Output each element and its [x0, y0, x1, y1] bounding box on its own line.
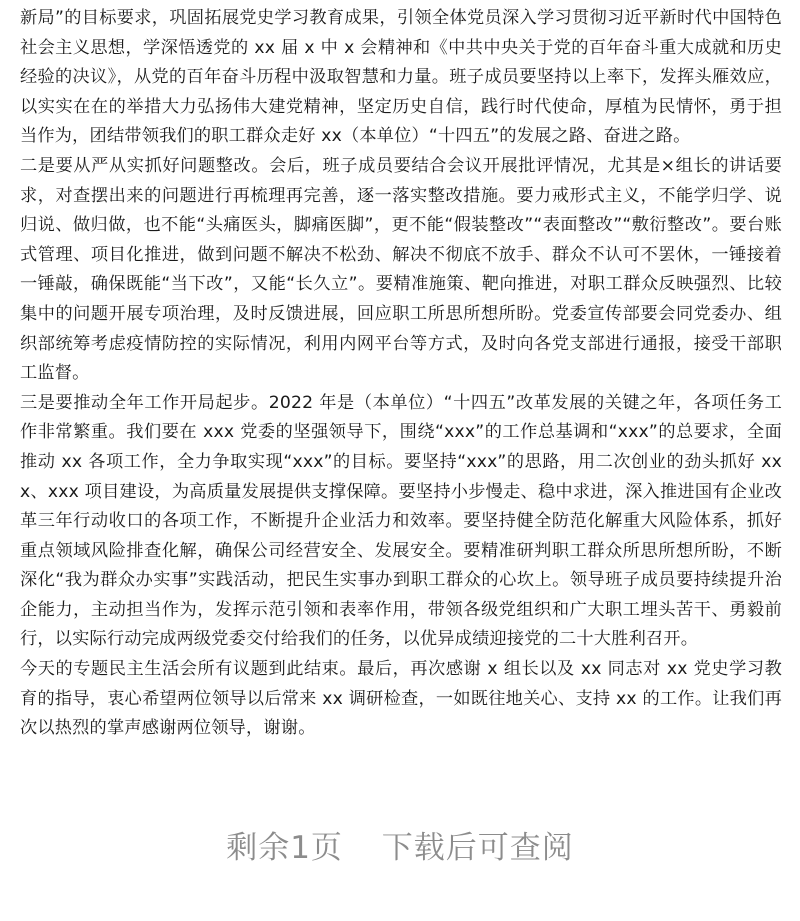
paragraph-2: 二是要从严从实抓好问题整改。会后，班子成员要结合会议开展批评情况，尤其是×组长的讲话要求，对查摆出来的问题进行再梳理再完善，逐一落实整改措施。要力戒形式主义，不能学归学、说归说、做归做，也不能“头痛医头，脚痛医脚”，更不能“假装整改”“表面整改”“敷衍整改”。要台账式管理、项目化推进，做到问题不解决不松劲、解决不彻底不放手、群众不认可不罢休，一锤接着一锤敲，确保既能“当下改”，又能“长久立”。要精准施策、靶向推进，对职工群众反映强烈、比较集中的问题开展专项治理，及时反馈进展，回应职工所思所想所盼。党委宣传部要会同党委办、组织部统筹考虑疫情防控的实际情况，利用内网平台等方式，及时向各党支部进行通报，接受干部职工监督。	[20, 155, 782, 384]
paragraph-1: 新局”的目标要求，巩固拓展党史学习教育成果，引领全体党员深入学习贯彻习近平新时代中国特色社会主义思想，学深悟透党的 xx 届 x 中 x 会精神和《中共中央关于党的百年奋斗重大成就和历史经验的决议》，从党的百年奋斗历程中汲取智慧和力量。班子成员要坚持以上率下，发挥头雁效应，以实实在在的举措大力弘扬伟大建党精神，坚定历史自信，践行时代使命，厚植为民情怀，勇于担当作为，团结带领我们的职工群众走好 xx（本单位）“十四五”的发展之路、奋进之路。	[20, 8, 782, 147]
document-body	[20, 4, 782, 744]
paragraph-3: 三是要推动全年工作开局起步。2022 年是（本单位）“十四五”改革发展的关键之年，各项任务工作非常繁重。我们要在 xxx 党委的坚强领导下，围绕“xxx”的工作总基调和“xxx”的总要求，全面推动 xx 各项工作，全力争取实现“xxx”的目标。要坚持“xxx”的思路，用二次创业的劲头抓好 xxx、xxx 项目建设，为高质量发展提供支撑保障。要坚持小步慢走、稳中求进，深入推进国有企业改革三年行动收口的各项工作，不断提升企业活力和效率。要坚持健全防范化解重大风险体系，抓好重点领域风险排查化解，确保公司经营安全、发展安全。要精准研判职工群众所思所想所盼，不断深化“我为群众办实事”实践活动，把民生实事办到职工群众的心坎上。领导班子成员要持续提升治企能力，主动担当作为，发挥示范引领和表率作用，带领各级党组织和广大职工埋头苦干、勇毅前行，以实际行动完成两级党委交付给我们的任务，以优异成绩迎接党的二十大胜利召开。	[20, 392, 782, 650]
download-hint-label: 下载后可查阅	[381, 830, 574, 866]
download-prompt[interactable]	[0, 822, 800, 867]
remaining-pages-label: 剩余1页	[226, 830, 343, 866]
paragraph-4: 今天的专题民主生活会所有议题到此结束。最后，再次感谢 x 组长以及 xx 同志对 xx 党史学习教育的指导，衷心希望两位领导以后常来 xx 调研检查，一如既往地关心、支持 xx 的工作。让我们再次以热烈的掌声感谢两位领导，谢谢。	[20, 659, 782, 739]
